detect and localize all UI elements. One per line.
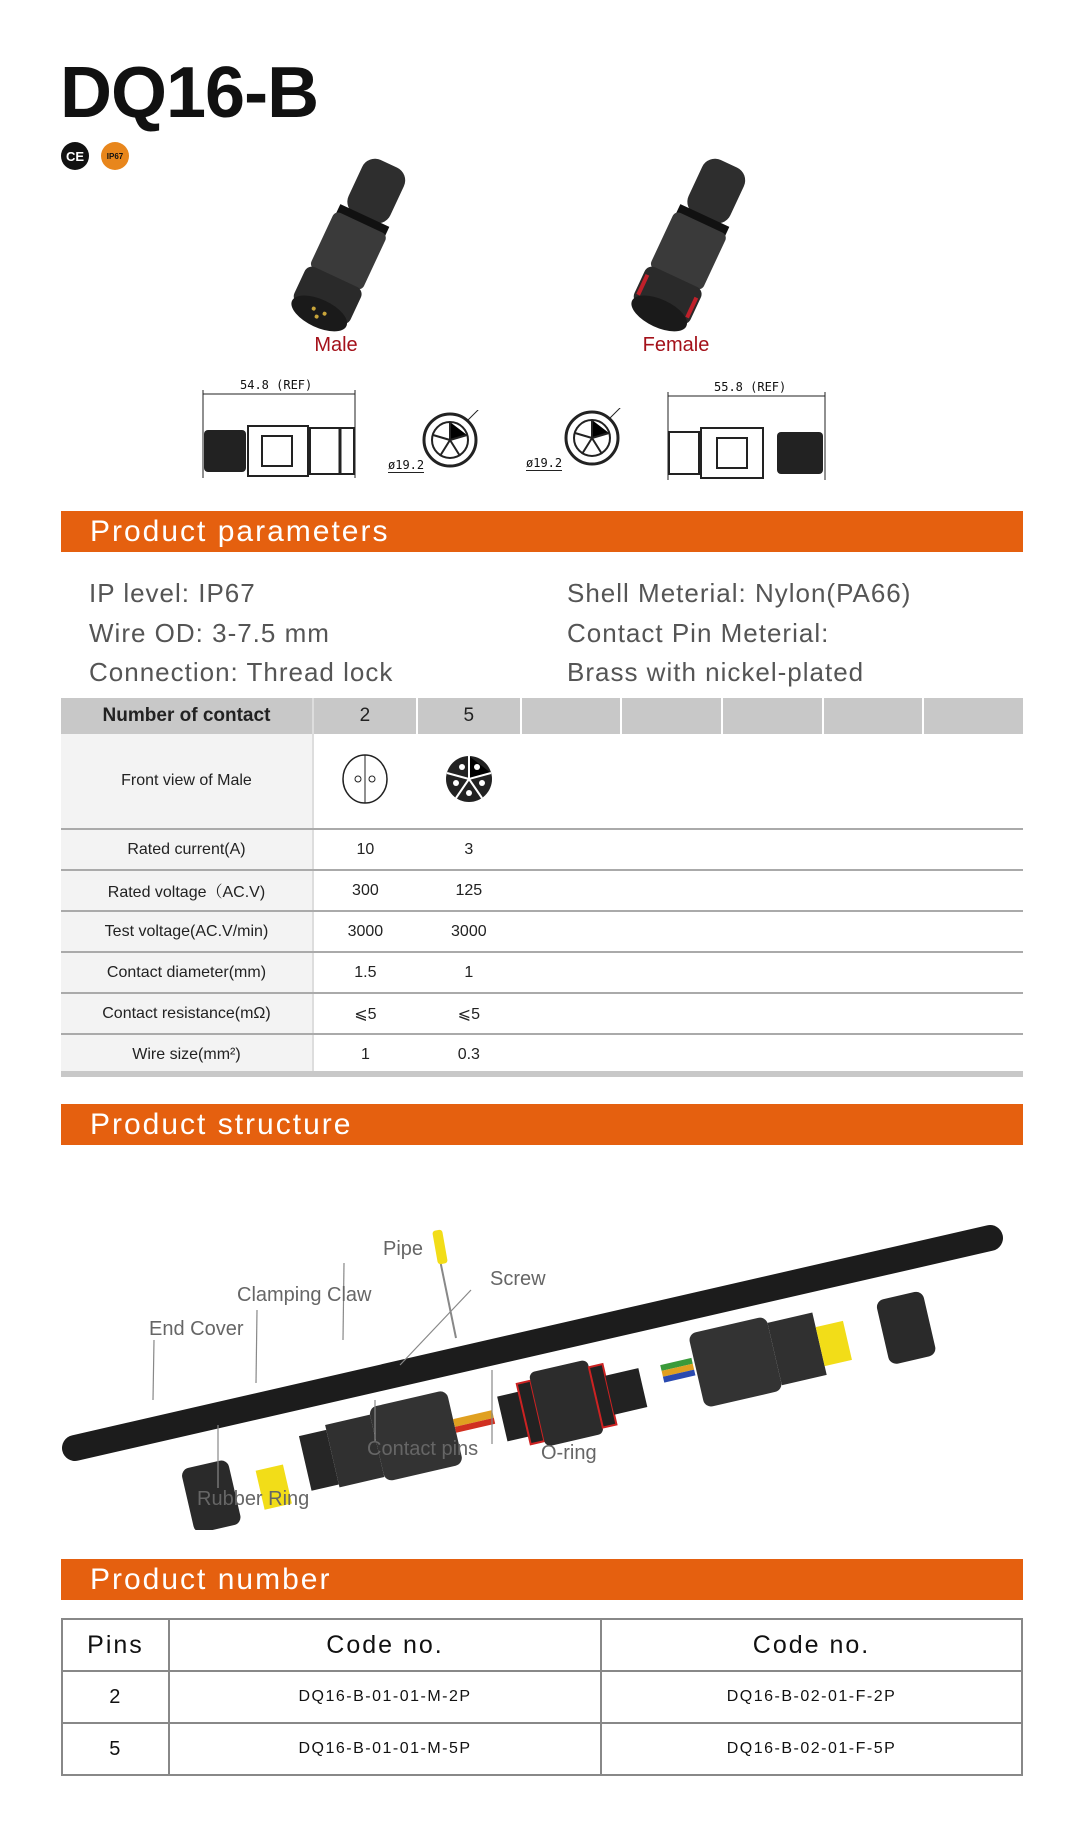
param-shell-material: Shell Meterial: Nylon(PA66) [567, 578, 912, 608]
female-face-drawing [562, 408, 622, 468]
row-label: Contact resistance(mΩ) [61, 993, 313, 1034]
empty-cell [521, 734, 1023, 829]
header-label: Number of contact [61, 698, 313, 734]
spec-row [61, 911, 1023, 952]
row-label: Front view of Male [61, 734, 313, 829]
empty-cell [521, 993, 1023, 1034]
label-contact-pins: Contact pins [367, 1438, 479, 1460]
section-title: Product number [90, 1563, 332, 1596]
exploded-structure-diagram [60, 1200, 1020, 1530]
row-label: Rated current(A) [61, 829, 313, 870]
female-length-dimension: 55.8 (REF) [714, 380, 787, 394]
spec-row [61, 870, 1023, 911]
label-screw: Screw [490, 1268, 546, 1290]
param-wire-od: Wire OD: 3-7.5 mm [89, 618, 330, 648]
male-label: Male [314, 334, 358, 356]
spec-row [61, 993, 1023, 1034]
row-value: 3000 [417, 911, 521, 952]
male-code-cell: DQ16-B-01-01-M-2P [169, 1671, 601, 1723]
label-end-cover: End Cover [149, 1318, 244, 1340]
spec-row [61, 1034, 1023, 1074]
spec-table [61, 698, 1023, 1074]
empty-cell [521, 698, 622, 734]
empty-cell [521, 911, 1023, 952]
row-value: 1 [417, 952, 521, 993]
table-footer-bar [61, 1071, 1023, 1077]
row-label: Rated voltage（AC.V) [61, 870, 313, 911]
empty-cell [521, 829, 1023, 870]
front-view-row [61, 734, 1023, 829]
column-header: Code no. [169, 1619, 601, 1671]
row-value: 3 [417, 829, 521, 870]
female-side-drawing [665, 392, 830, 484]
row-label: Test voltage(AC.V/min) [61, 911, 313, 952]
pins-cell: 2 [62, 1671, 169, 1723]
female-code-cell: DQ16-B-02-01-F-2P [601, 1671, 1022, 1723]
two-pin-face-icon [313, 734, 417, 829]
empty-cell [521, 1034, 1023, 1074]
row-label: Wire size(mm²) [61, 1034, 313, 1074]
param-pin-material-value: Brass with nickel-plated [567, 657, 865, 687]
spec-header-row [61, 698, 1023, 734]
row-value: 0.3 [457, 1045, 480, 1063]
empty-cell [823, 698, 924, 734]
female-label: Female [642, 334, 710, 356]
section-title: Product parameters [90, 515, 390, 548]
five-pin-face-icon [417, 734, 521, 829]
row-value: 1.5 [313, 952, 417, 993]
param-pin-material: Contact Pin Meterial: [567, 618, 830, 648]
row-value: 10 [313, 829, 417, 870]
row-value: ⩽5 [313, 993, 417, 1034]
row-value: 300 [313, 870, 417, 911]
ce-mark-icon: CE [61, 142, 89, 170]
empty-cell [722, 698, 823, 734]
contact-count: 5 [417, 698, 521, 734]
row-value: 125 [417, 870, 521, 911]
empty-cell [521, 952, 1023, 993]
female-connector-image [620, 150, 760, 340]
row-value: 3000 [313, 911, 417, 952]
param-connection: Connection: Thread lock [89, 657, 394, 687]
column-header: Code no. [601, 1619, 1022, 1671]
label-o-ring: O-ring [541, 1442, 597, 1464]
female-diameter-dimension: ø19.2 [526, 456, 563, 470]
label-pipe: Pipe [383, 1238, 424, 1260]
table-row [62, 1671, 1022, 1723]
row-value: 1 [360, 1045, 370, 1063]
ip67-badge-icon: IP67 [101, 142, 129, 170]
param-ip-level: IP level: IP67 [89, 578, 256, 608]
male-length-dimension: 54.8 (REF) [240, 378, 313, 392]
product-number-table [61, 1618, 1023, 1776]
contact-count: 2 [313, 698, 417, 734]
empty-cell [923, 698, 1023, 734]
empty-cell [621, 698, 722, 734]
male-diameter-dimension: ø19.2 [388, 458, 425, 472]
spec-row [61, 952, 1023, 993]
table-header-row [62, 1619, 1022, 1671]
section-header-parameters [61, 511, 1023, 552]
label-clamping-claw: Clamping Claw [237, 1284, 372, 1306]
female-code-cell: DQ16-B-02-01-F-5P [601, 1723, 1022, 1775]
section-header-number [61, 1559, 1023, 1600]
row-value: ⩽5 [417, 993, 521, 1034]
table-row [62, 1723, 1022, 1775]
empty-cell [521, 870, 1023, 911]
male-connector-image [280, 150, 420, 340]
product-title: DQ16-B [60, 53, 319, 133]
male-code-cell: DQ16-B-01-01-M-5P [169, 1723, 601, 1775]
section-header-structure [61, 1104, 1023, 1145]
spec-row [61, 829, 1023, 870]
label-rubber-ring: Rubber Ring [197, 1488, 310, 1510]
pins-cell: 5 [62, 1723, 169, 1775]
male-side-drawing [200, 390, 360, 482]
section-title: Product structure [90, 1108, 353, 1141]
male-face-drawing [420, 410, 480, 470]
row-label: Contact diameter(mm) [61, 952, 313, 993]
column-header: Pins [62, 1619, 169, 1671]
